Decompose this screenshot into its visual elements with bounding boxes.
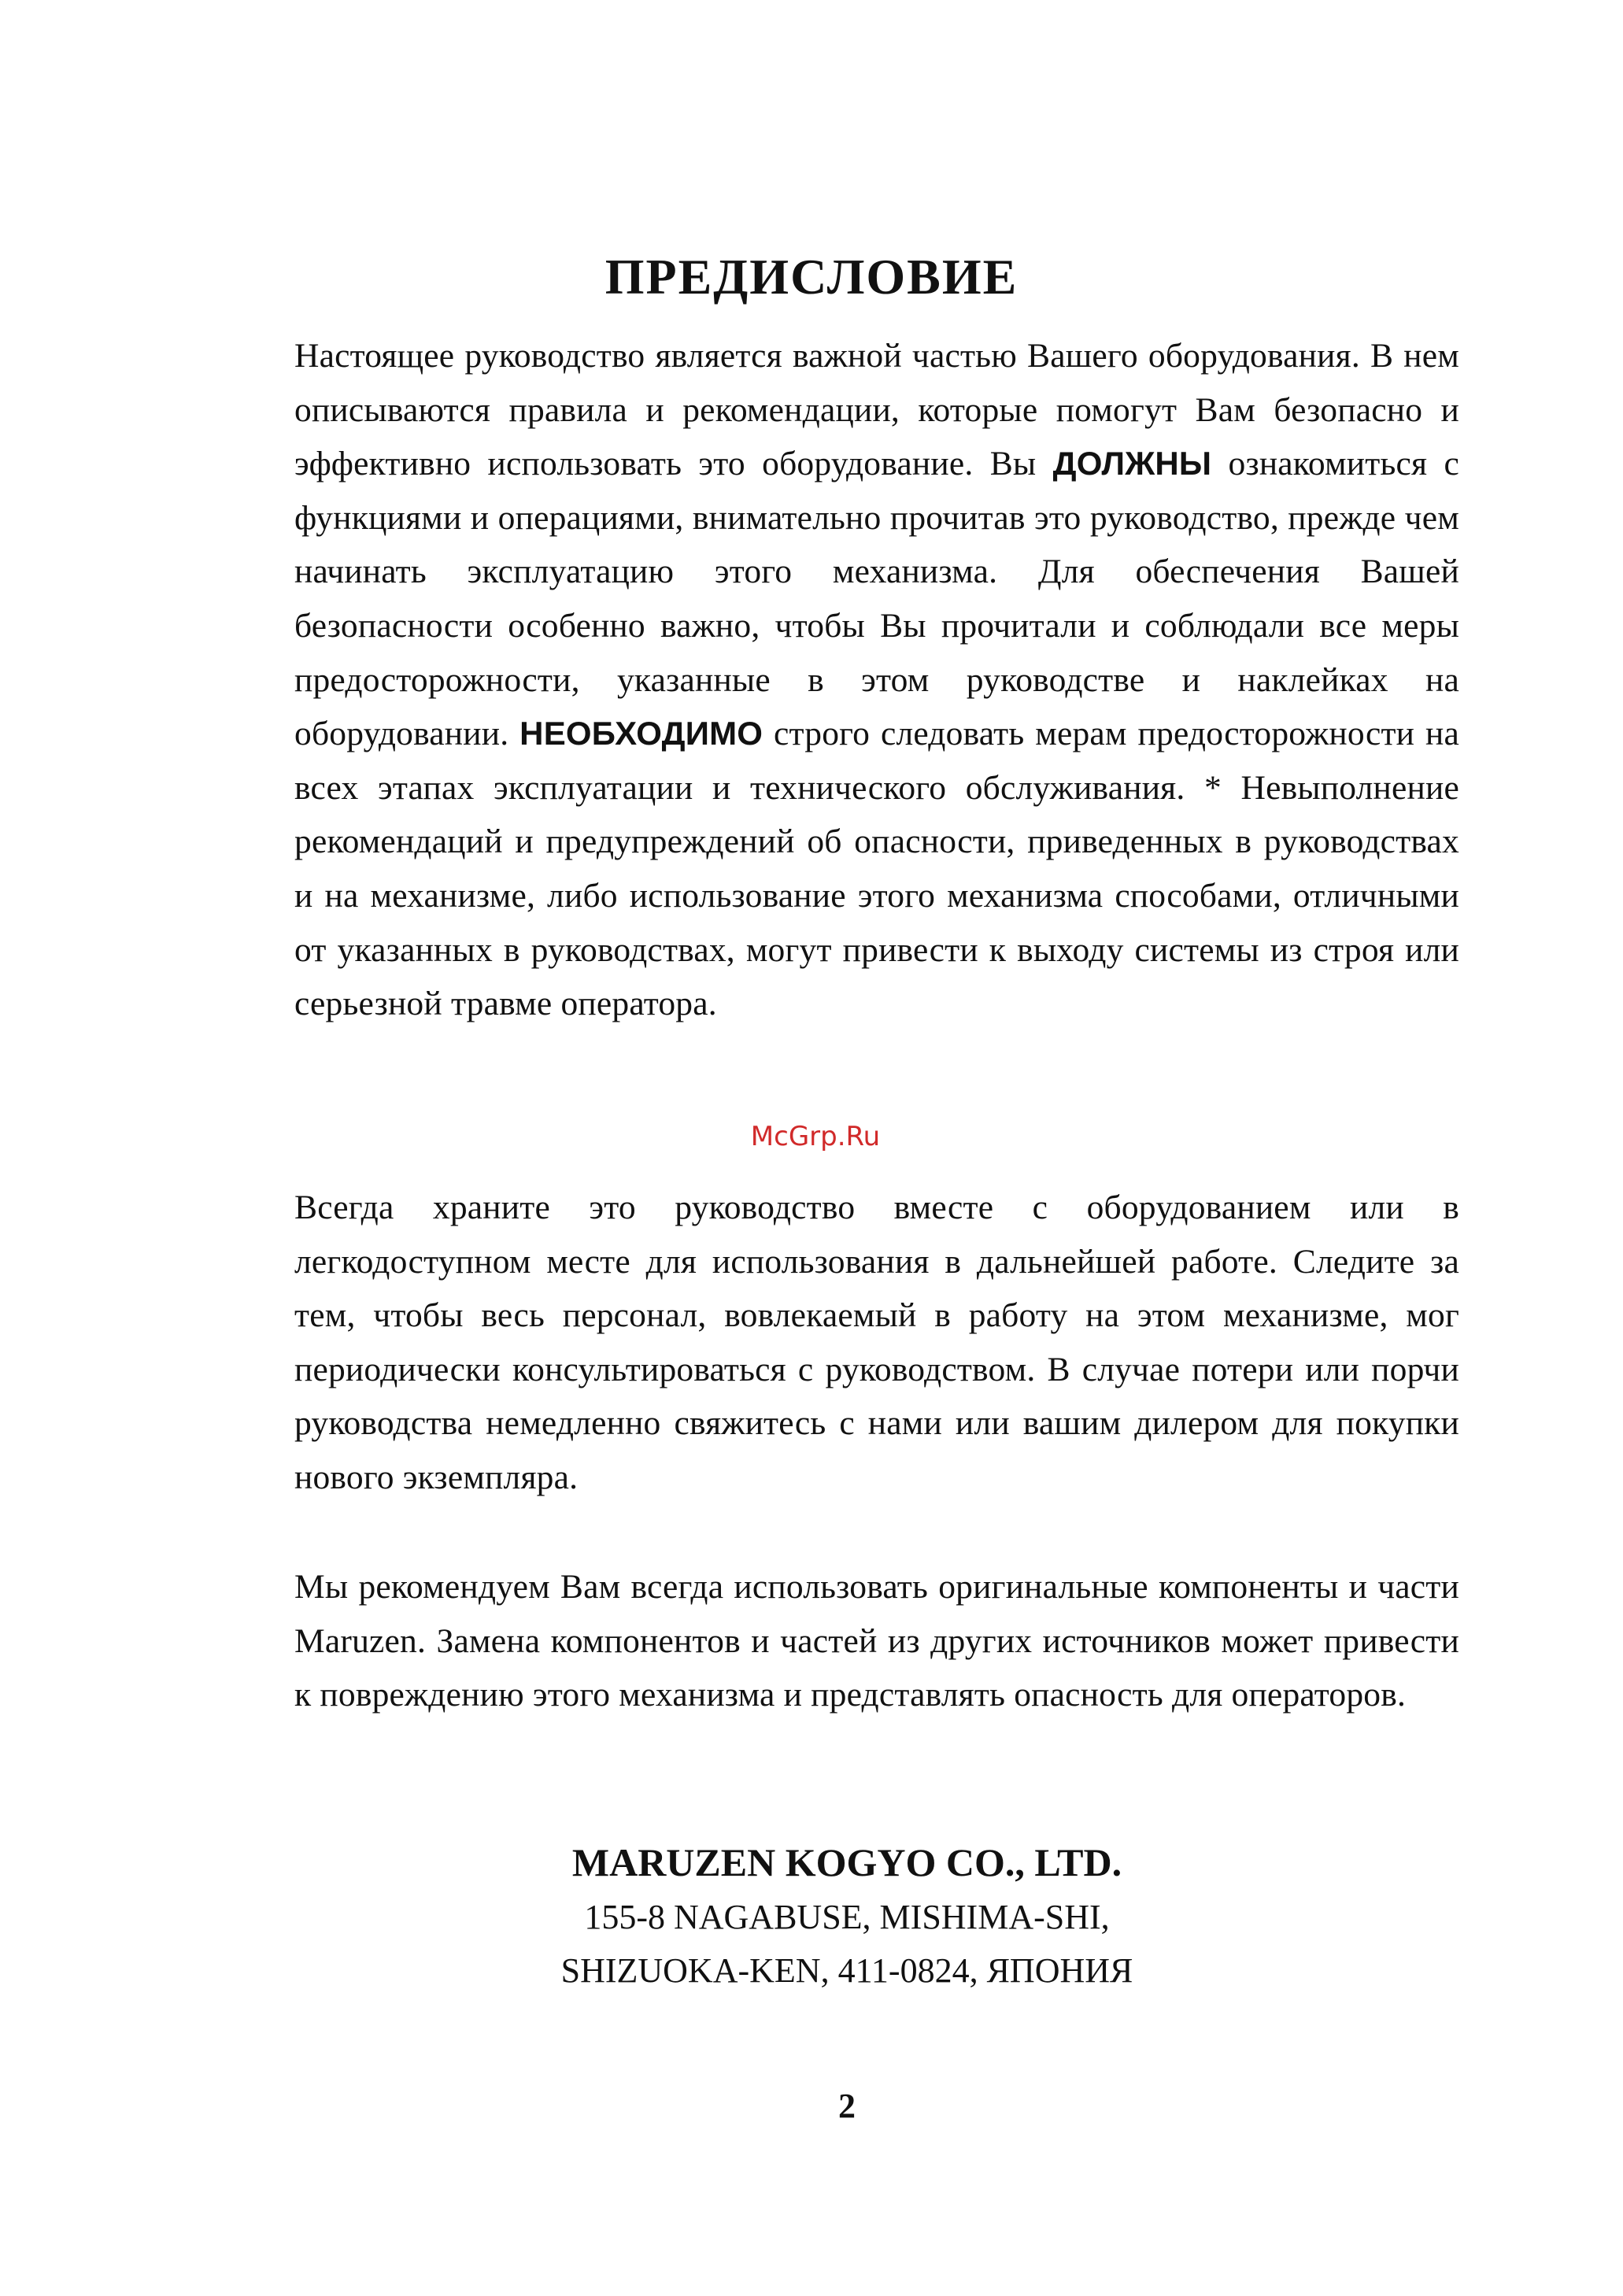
company-name: MARUZEN KOGYO CO., LTD.: [571, 1840, 1122, 1884]
company-address-line-1: 155-8 NAGABUSE, MISHIMA-SHI,: [584, 1898, 1110, 1936]
intro-text-part-1: Настоящее руководство является важной частью Вашего оборудования. В нем описываются правила и рекомендации, которые помогут Вам безопасно и эффективно использовать это оборудование. Вы: [294, 337, 1459, 483]
intro-text-part-3: строго следовать мерам предосторожности на всех этапах эксплуатации и технического обслуживания. * Невыполнение рекомендаций и предупреждений об опасности, приведенных в руководствах и на механизме, либо использование этого механизма способами, отличными от указанных в руководствах, могут привести к выходу системы из строя или серьезной травме оператора.: [294, 715, 1459, 1023]
emphasis-must: ДОЛЖНЫ: [1052, 445, 1212, 482]
emphasis-required: НЕОБХОДИМО: [519, 715, 763, 752]
company-info: [0, 1834, 1623, 1998]
intro-paragraph: [294, 329, 1459, 1031]
page-title: ПРЕДИСЛОВИЕ: [604, 249, 1019, 305]
intro-text-part-2: ознакомиться с функциями и операциями, внимательно прочитав это руководство, прежде чем начинать эксплуатацию этого механизма. Для обеспечения Вашей безопасности особенно важно, чтобы Вы прочитали и соблюдали все меры предосторожности, указанные в этом руководстве и наклейках на оборудовании.: [294, 445, 1459, 753]
storage-paragraph: Всегда храните это руководство вместе с оборудованием или в легкодоступном месте для использования в дальнейшей работе. Следите за тем, чтобы весь персонал, вовлекаемый в работу на этом механизме, мог периодически консультироваться с руководством. В случае потери или порчи руководства немедленно свяжитесь с нами или вашим дилером для покупки нового экземпляра.: [294, 1189, 1459, 1496]
parts-paragraph: Мы рекомендуем Вам всегда использовать оригинальные компоненты и части Maruzen. Замена компонентов и частей из других источников может привести к повреждению этого механизма и представлять опасность для операторов.: [294, 1568, 1459, 1714]
company-address-line-2: SHIZUOKA-KEN, 411-0824, ЯПОНИЯ: [560, 1951, 1133, 1990]
page-number: 2: [838, 2087, 856, 2125]
site-watermark: McGrp.Ru: [750, 1121, 881, 1152]
